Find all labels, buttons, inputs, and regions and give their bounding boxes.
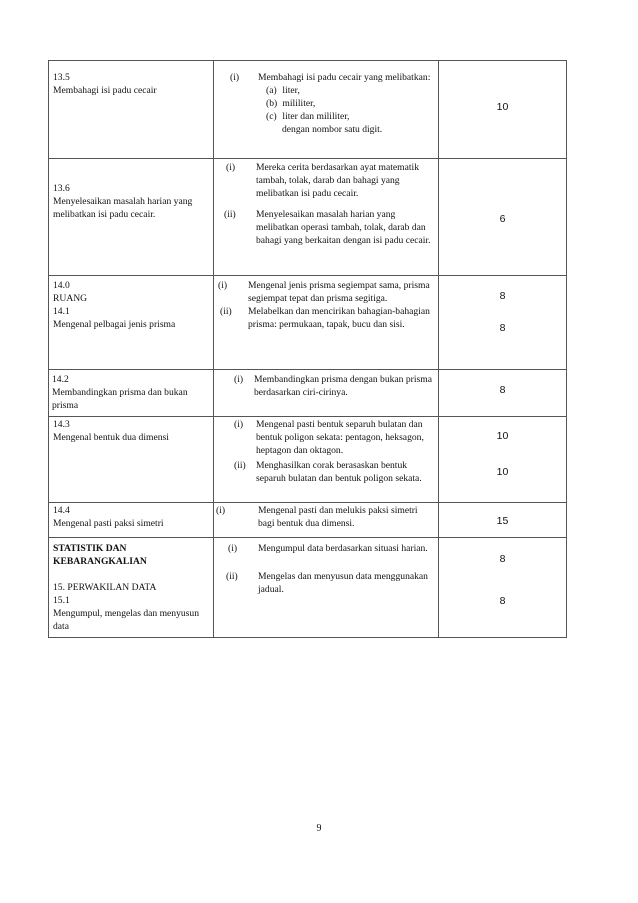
sub-item: (c) liter dan mililiter, — [266, 111, 350, 122]
objective-item — [214, 542, 438, 555]
sub-item: (a) liter, — [266, 85, 300, 96]
objective-cell — [214, 503, 439, 538]
objective-item — [214, 279, 438, 305]
score-value: 8 — [499, 595, 506, 607]
objective-item — [214, 71, 438, 84]
item-text: Menyelesaikan masalah harian yang melibatkan operasi tambah, tolak, darab dan bahagi yang berkaitan dengan isi padu cecair. — [256, 209, 431, 246]
score-cell — [439, 276, 567, 370]
item-text: Mereka cerita berdasarkan ayat matematik tambah, tolak, darab dan bahagi yang melibatkan isi padu cecair. — [256, 162, 420, 199]
topic-cell — [49, 276, 214, 370]
topic-title: Membandingkan prisma dan bukan prisma — [52, 387, 188, 411]
topic-code: 13.6 — [53, 183, 70, 194]
topic-cell — [49, 538, 214, 638]
score-cell — [439, 503, 567, 538]
item-text: Menghasilkan corak berasaskan bentuk separuh bulatan dan bentuk poligon sekata. — [256, 460, 422, 484]
objective-item — [214, 373, 438, 399]
topic-subcode: 15.1 — [53, 595, 70, 606]
item-text: Mengenal pasti dan melukis paksi simetri bagi bentuk dua dimensi. — [258, 505, 418, 529]
page-number: 9 — [316, 823, 322, 834]
item-number: (i) — [234, 419, 244, 430]
score-value: 10 — [496, 430, 509, 442]
topic-title: Mengenal pelbagai jenis prisma — [53, 319, 176, 330]
score-cell — [439, 159, 567, 276]
topic-code: 14.4 — [53, 505, 70, 516]
item-number: (i) — [228, 543, 238, 554]
topic-code: 13.5 — [53, 72, 70, 83]
item-text: Mengenal pasti bentuk separuh bulatan dan bentuk poligon sekata: pentagon, heksagon, heptagon dan oktagon. — [256, 419, 424, 456]
objective-cell — [214, 370, 439, 417]
topic-cell — [49, 417, 214, 503]
topic-code: 14.3 — [53, 419, 70, 430]
table-row — [49, 61, 567, 159]
topic-cell — [49, 159, 214, 276]
objective-item — [214, 161, 438, 200]
topic-title: Mengenal bentuk dua dimensi — [53, 432, 169, 443]
topic-cell — [49, 503, 214, 538]
objective-cell — [214, 538, 439, 638]
score-value: 8 — [499, 384, 506, 396]
table-row — [49, 159, 567, 276]
item-number: (ii) — [224, 209, 236, 220]
objective-item — [214, 504, 438, 530]
item-text: Mengelas dan menyusun data menggunakan jadual. — [258, 571, 428, 595]
item-number: (i) — [218, 280, 228, 291]
score-value: 10 — [496, 466, 509, 478]
score-value: 8 — [499, 553, 506, 565]
item-text: Membandingkan prisma dengan bukan prisma berdasarkan ciri-cirinya. — [254, 374, 432, 398]
item-number: (i) — [226, 162, 236, 173]
objective-item — [214, 208, 438, 247]
topic-subcode: 14.1 — [53, 306, 70, 317]
topic-title: Membahagi isi padu cecair — [53, 85, 157, 96]
item-number: (i) — [216, 505, 226, 516]
objective-cell — [214, 159, 439, 276]
table-row — [49, 503, 567, 538]
section-heading: KEBARANGKALIAN — [53, 556, 147, 567]
item-number: (ii) — [234, 460, 246, 471]
score-value: 6 — [499, 213, 506, 225]
score-cell — [439, 417, 567, 503]
score-value: 15 — [496, 515, 509, 527]
topic-code: 14.2 — [52, 374, 69, 385]
objective-item — [214, 305, 438, 331]
item-number: (ii) — [220, 306, 232, 317]
score-cell — [439, 370, 567, 417]
item-number: (i) — [230, 72, 240, 83]
topic-cell — [49, 61, 214, 159]
item-number: (ii) — [226, 571, 238, 582]
score-value: 10 — [496, 100, 509, 113]
topic-code: 15. PERWAKILAN DATA — [53, 582, 157, 593]
item-text: Mengumpul data berdasarkan situasi harian. — [258, 543, 428, 554]
score-value: 8 — [499, 290, 506, 302]
score-cell — [439, 538, 567, 638]
objective-item — [214, 418, 438, 457]
topic-cell — [49, 370, 214, 417]
item-text: Melabelkan dan mencirikan bahagian-bahagian prisma: permukaan, tapak, bucu dan sisi. — [248, 306, 430, 330]
syllabus-table — [48, 60, 567, 638]
objective-item — [214, 570, 438, 596]
objective-item — [214, 459, 438, 485]
score-value: 8 — [499, 322, 506, 334]
table-row — [49, 417, 567, 503]
topic-title: Mengenal pasti paksi simetri — [53, 518, 164, 529]
topic-title: Mengumpul, mengelas dan menyusun data — [53, 608, 200, 632]
score-cell — [439, 61, 567, 159]
item-text: Membahagi isi padu cecair yang melibatkan: — [258, 72, 431, 83]
table-row — [49, 538, 567, 638]
sub-item-tail: dengan nombor satu digit. — [282, 124, 383, 135]
objective-cell — [214, 276, 439, 370]
table-row — [49, 370, 567, 417]
table-row — [49, 276, 567, 370]
item-text: Mengenal jenis prisma segiempat sama, prisma segiempat tepat dan prisma segitiga. — [248, 280, 430, 304]
sub-item: (b) mililiter, — [266, 98, 316, 109]
section-heading: RUANG — [53, 293, 88, 304]
topic-title: Menyelesaikan masalah harian yang melibatkan isi padu cecair. — [53, 196, 193, 220]
objective-cell — [214, 417, 439, 503]
objective-cell — [214, 61, 439, 159]
topic-code: 14.0 — [53, 280, 70, 291]
item-number: (i) — [234, 374, 244, 385]
section-heading: STATISTIK DAN — [53, 543, 127, 554]
